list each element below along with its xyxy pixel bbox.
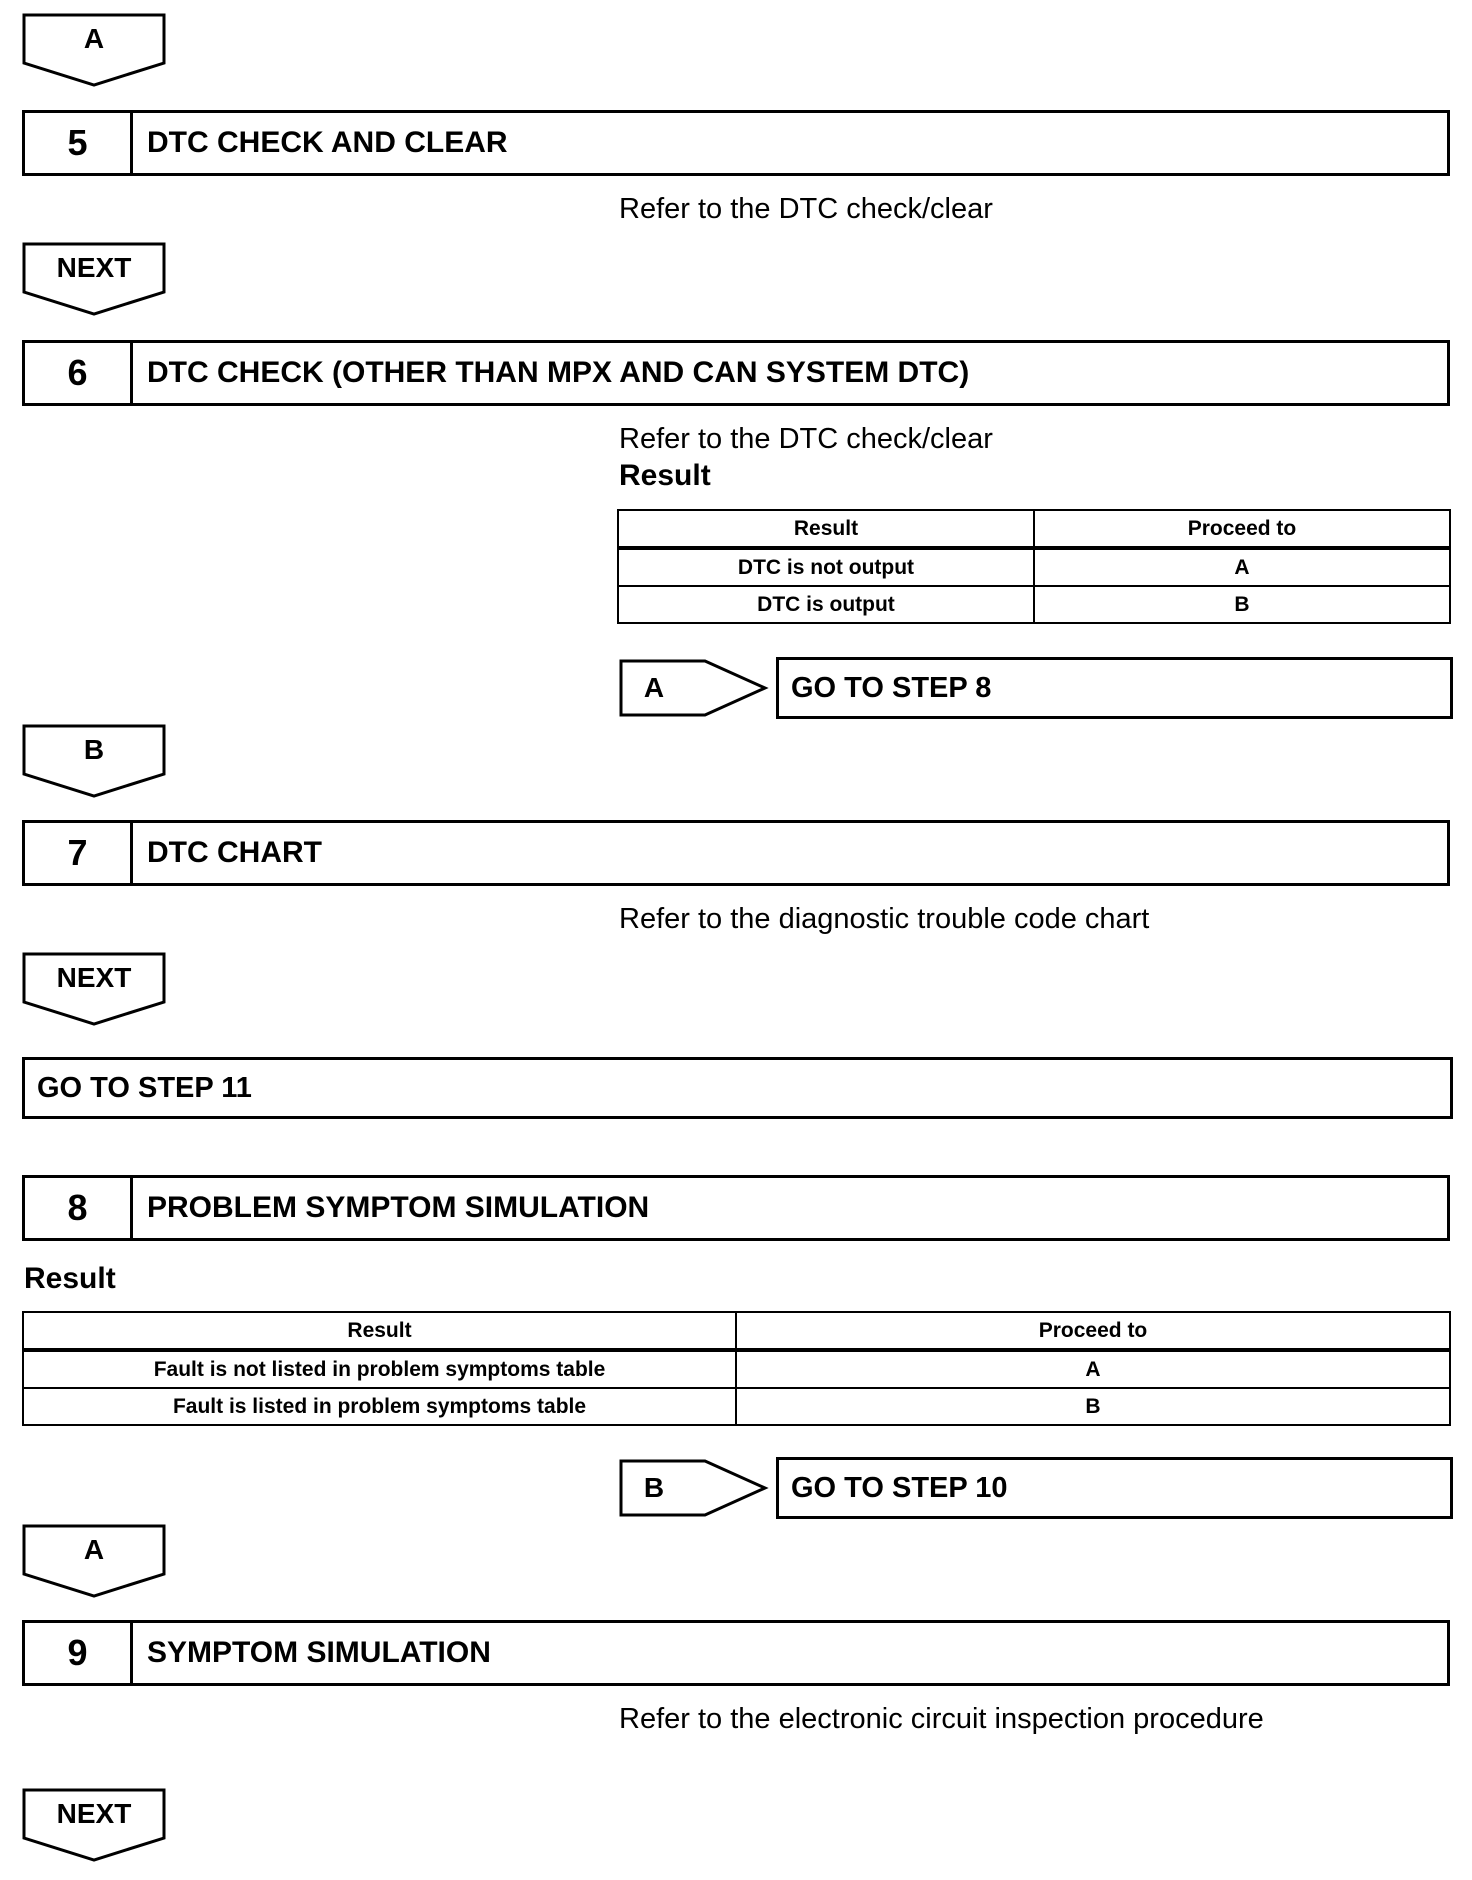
step-number: 6 bbox=[25, 343, 133, 403]
connector-label: A bbox=[83, 1534, 105, 1565]
table-row bbox=[23, 1350, 1450, 1388]
table-row bbox=[23, 1388, 1450, 1425]
connector-a-top bbox=[22, 13, 166, 87]
step-number: 9 bbox=[25, 1623, 133, 1683]
table-header: Result bbox=[618, 510, 1034, 548]
table-cell: Fault is listed in problem symptoms table bbox=[23, 1388, 736, 1425]
step-6-result-table bbox=[617, 509, 1451, 624]
table-row bbox=[618, 586, 1450, 623]
connector-a-bottom bbox=[22, 1524, 166, 1598]
step-title: DTC CHART bbox=[147, 836, 322, 869]
table-header: Proceed to bbox=[736, 1312, 1450, 1350]
table-cell: DTC is not output bbox=[618, 548, 1034, 586]
step-7-header bbox=[22, 820, 1450, 886]
step-9-reference: Refer to the electronic circuit inspection procedure bbox=[619, 1703, 1264, 1735]
table-cell: A bbox=[1034, 548, 1450, 586]
goto-step-8: GO TO STEP 8 bbox=[776, 657, 1453, 719]
step-8-result-table bbox=[22, 1311, 1451, 1426]
step-8-result-heading: Result bbox=[24, 1262, 116, 1295]
branch-label: B bbox=[643, 1472, 665, 1503]
step-7-reference: Refer to the diagnostic trouble code chart bbox=[619, 903, 1150, 935]
connector-label: NEXT bbox=[56, 1798, 132, 1829]
goto-step-10: GO TO STEP 10 bbox=[776, 1457, 1453, 1519]
table-row bbox=[618, 548, 1450, 586]
table-cell: B bbox=[736, 1388, 1450, 1425]
step-title: SYMPTOM SIMULATION bbox=[147, 1636, 491, 1669]
step-6-result-heading: Result bbox=[619, 459, 711, 492]
table-header: Proceed to bbox=[1034, 510, 1450, 548]
step-number: 8 bbox=[25, 1178, 133, 1238]
connector-label: B bbox=[83, 734, 105, 765]
step-title: DTC CHECK AND CLEAR bbox=[147, 126, 508, 159]
connector-next-3 bbox=[22, 1788, 166, 1862]
connector-label: A bbox=[83, 23, 105, 54]
branch-a-arrow bbox=[619, 659, 769, 717]
step-number: 5 bbox=[25, 113, 133, 173]
table-header: Result bbox=[23, 1312, 736, 1350]
step-5-header bbox=[22, 110, 1450, 176]
step-number: 7 bbox=[25, 823, 133, 883]
table-cell: Fault is not listed in problem symptoms table bbox=[23, 1350, 736, 1388]
branch-b-arrow bbox=[619, 1459, 769, 1517]
step-6-header bbox=[22, 340, 1450, 406]
connector-next-1 bbox=[22, 242, 166, 316]
branch-label: A bbox=[643, 672, 665, 703]
table-cell: DTC is output bbox=[618, 586, 1034, 623]
step-5-reference: Refer to the DTC check/clear bbox=[619, 193, 993, 225]
step-title: DTC CHECK (OTHER THAN MPX AND CAN SYSTEM DTC) bbox=[147, 356, 970, 389]
connector-next-2 bbox=[22, 952, 166, 1026]
step-6-reference: Refer to the DTC check/clear bbox=[619, 423, 993, 455]
step-9-header bbox=[22, 1620, 1450, 1686]
table-cell: B bbox=[1034, 586, 1450, 623]
table-cell: A bbox=[736, 1350, 1450, 1388]
connector-label: NEXT bbox=[56, 252, 132, 283]
step-8-header bbox=[22, 1175, 1450, 1241]
connector-label: NEXT bbox=[56, 962, 132, 993]
step-title: PROBLEM SYMPTOM SIMULATION bbox=[147, 1191, 650, 1224]
connector-b bbox=[22, 724, 166, 798]
goto-step-11: GO TO STEP 11 bbox=[22, 1057, 1453, 1119]
